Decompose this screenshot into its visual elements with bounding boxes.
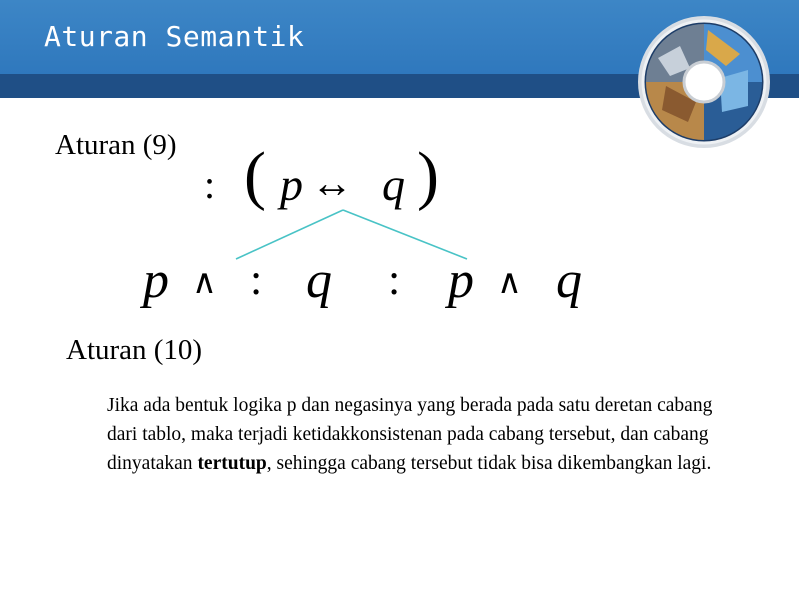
description-bold-term: tertutup [197,453,267,474]
root-open-paren: ( [244,139,266,212]
description-text-end: , sehingga cabang tersebut tidak bisa dikembangkan lagi. [266,453,712,474]
right-colon: : [388,255,401,304]
root-biconditional: ↔ [311,161,353,207]
left-and: ∧ [192,264,217,301]
description-text-start: Jika ada bentuk logika p dan negasinya yang berada pada satu deretan cabang dari tablo, maka terjadi ketidakkonsistenan pada cabang tersebut, dan cabang dinyatakan [107,395,713,474]
left-q: q [306,252,332,309]
left-p: p [143,252,169,309]
right-and: ∧ [497,264,522,301]
root-p: p [280,159,303,210]
right-q: q [556,252,582,309]
slide-title: Aturan Semantik [44,20,305,53]
right-p: p [448,252,474,309]
rule-10-description [107,391,747,478]
rule-9-label: Aturan (9) [55,129,177,161]
root-colon: : [204,162,216,207]
root-q: q [382,159,405,210]
left-colon: : [250,255,263,304]
root-close-paren: ) [417,139,439,212]
rule-10-label: Aturan (10) [66,334,203,366]
